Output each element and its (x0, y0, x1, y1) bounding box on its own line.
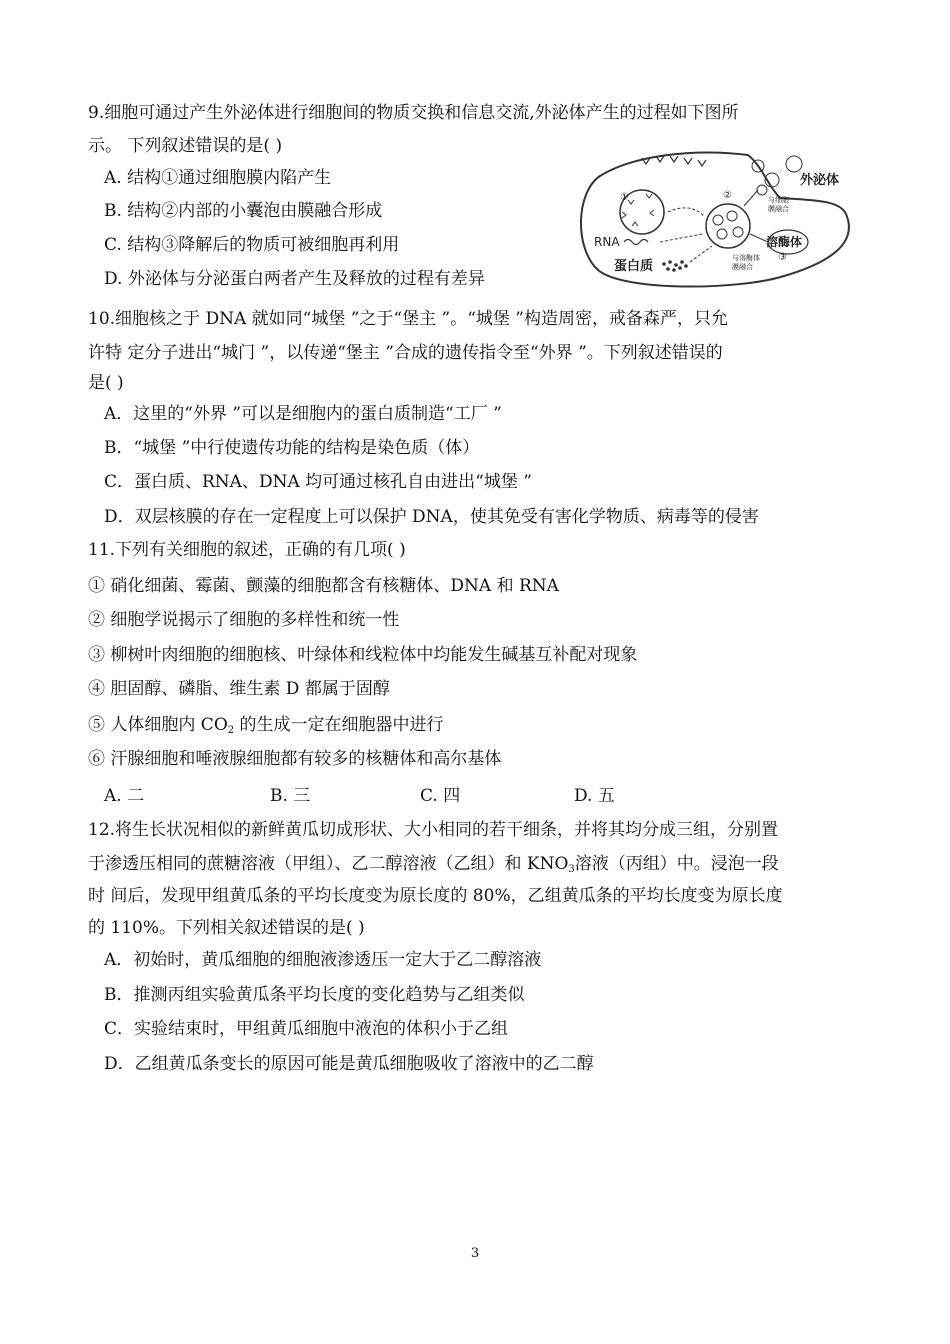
arrow-rna (660, 234, 702, 242)
exosome-diagram (572, 150, 864, 292)
q11-item-5-after: 的生成一定在细胞器中进行 (234, 715, 444, 735)
q12-option-d: D．乙组黄瓜条变长的原因可能是黄瓜细胞吸收了溶液中的乙二醇 (104, 1054, 594, 1074)
q11-item-1: ① 硝化细菌、霉菌、颤藻的细胞都含有核糖体、DNA 和 RNA (88, 576, 559, 596)
q11-choice-b: B. 三 (270, 786, 311, 806)
q9-option-b: B. 结构②内部的小囊泡由膜融合形成 (104, 201, 383, 221)
q12-option-a: A．初始时，黄瓜细胞的细胞液渗透压一定大于乙二醇溶液 (104, 950, 542, 970)
label-exosome: 外泌体 (800, 173, 840, 188)
rna-strand-icon (624, 240, 648, 245)
q11-choices (104, 781, 664, 805)
protein-dots-icon (662, 260, 688, 272)
q10-stem-line1: 10.细胞核之于 DNA 就如同“城堡 ”之于“堡主 ”。“城堡 ”构造周密，戒备森严，只允 (88, 309, 728, 329)
mark-3: ③ (778, 252, 787, 263)
q11-choice-a: A. 二 (104, 786, 145, 806)
q10-option-b: B．“城堡 ”中行使遗传功能的结构是染色质（体） (104, 438, 480, 458)
arrow-1-to-2 (668, 208, 704, 216)
q10-option-d: D．双层核膜的存在一定程度上可以保护 DNA，使其免受有害化学物质、病毒等的侵害 (104, 507, 759, 527)
q12-stem-line2-after: 溶液（丙组）中。浸泡一段 (574, 854, 779, 874)
q9-option-c: C. 结构③降解后的物质可被细胞再利用 (104, 235, 400, 255)
intraluminal-vesicles-icon (713, 211, 743, 239)
q9-option-d: D. 外泌体与分泌蛋白两者产生及释放的过程有差异 (104, 269, 485, 289)
mark-1: ① (620, 192, 629, 203)
exosome-vesicles-icon (752, 156, 802, 195)
q11-choice-d: D. 五 (574, 786, 615, 806)
label-fuse-lysosome-1: 与溶酶体 (732, 254, 760, 262)
arrow-to-membrane (744, 190, 758, 206)
q11-choice-c: C. 四 (420, 786, 461, 806)
label-fuse-membrane-2: 膜融合 (768, 205, 789, 213)
q12-stem-line2 (88, 852, 779, 882)
q11-item-5-before: ⑤ 人体细胞内 CO (88, 715, 228, 735)
page-number: 3 (470, 1246, 480, 1261)
label-fuse-lysosome-2: 膜融合 (732, 263, 753, 271)
q10-option-a: A．这里的“外界 ”可以是细胞内的蛋白质制造“工厂 ” (104, 404, 502, 424)
q12-stem-line3: 时 间后，发现甲组黄瓜条的平均长度变为原长度的 80%，乙组黄瓜条的平均长度变为原长度 (88, 886, 783, 906)
label-lysosome: 溶酶体 (766, 235, 803, 249)
arrow-protein (690, 246, 712, 262)
q9-stem-line1: 9.细胞可通过产生外泌体进行细胞间的物质交换和信息交流,外泌体产生的过程如下图所 (88, 103, 739, 123)
q11-item-5-sub: 2 (227, 725, 235, 736)
q11-item-2: ② 细胞学说揭示了细胞的多样性和统一性 (88, 610, 400, 630)
q11-item-6: ⑥ 汗腺细胞和唾液腺细胞都有较多的核糖体和高尔基体 (88, 749, 502, 769)
q12-stem-line1: 12.将生长状况相似的新鲜黄瓜切成形状、大小相同的若干细条，并将其均分成三组，分别置 (88, 820, 779, 840)
q12-option-b: B．推测丙组实验黄瓜条平均长度的变化趋势与乙组类似 (104, 985, 525, 1005)
q10-stem-line3: 是( ) (88, 373, 124, 393)
q11-stem: 11.下列有关细胞的叙述，正确的有几项( ) (88, 540, 406, 560)
q12-stem-line2-sub: 3 (568, 864, 575, 875)
q9-option-a: A. 结构①通过细胞膜内陷产生 (104, 168, 332, 188)
q11-item-5 (88, 713, 444, 743)
q12-stem-line4: 的 110%。下列相关叙述错误的是( ) (88, 918, 365, 938)
q10-stem-line2: 许特 定分子进出“城门 ”，以传递“堡主 ”合成的遗传指令至“外界 ”。下列叙述错误的 (88, 343, 723, 363)
label-protein: 蛋白质 (614, 259, 654, 274)
label-fuse-membrane-1: 与细胞 (768, 196, 789, 204)
q12-stem-line2-before: 于渗透压相同的蔗糖溶液（甲组）、乙二醇溶液（乙组）和 KNO (88, 854, 569, 874)
multivesicular-body (706, 204, 750, 248)
mark-2: ② (723, 190, 732, 201)
q11-item-4: ④ 胆固醇、磷脂、维生素 D 都属于固醇 (88, 679, 390, 699)
q10-option-c: C．蛋白质、RNA、DNA 均可通过核孔自由进出“城堡 ” (104, 472, 532, 492)
label-rna: RNA (594, 235, 620, 249)
q12-option-c: C．实验结束时，甲组黄瓜细胞中液泡的体积小于乙组 (104, 1019, 509, 1039)
q9-stem-line2: 示。 下列叙述错误的是( ) (88, 136, 283, 156)
q11-item-3: ③ 柳树叶肉细胞的细胞核、叶绿体和线粒体中均能发生碱基互补配对现象 (88, 645, 638, 665)
